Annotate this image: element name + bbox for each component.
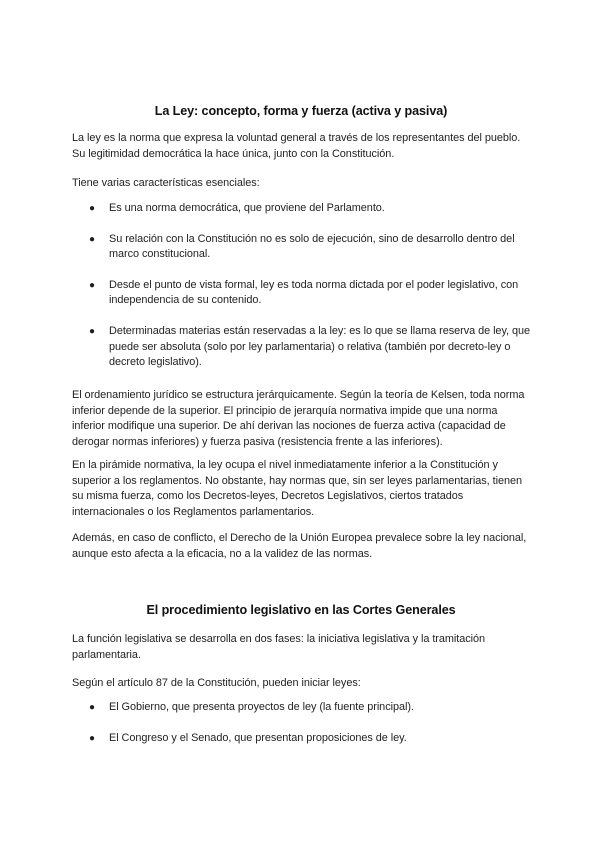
list-item — [88, 324, 530, 371]
initiators-list — [88, 700, 530, 761]
bullet-icon: ● — [89, 732, 95, 744]
characteristics-list — [88, 201, 530, 386]
bullet-icon: ● — [89, 203, 95, 214]
bullet-icon: ● — [89, 325, 95, 337]
list-item — [88, 278, 530, 309]
list-item-text: Determinadas materias están reservadas a la ley: es lo que se llama reserva de ley, que puede ser absoluta (solo por ley parlamentaria) o relativa (también por decreto-ley o decreto legislativo). — [109, 324, 531, 369]
bullet-icon: ● — [89, 233, 95, 245]
bullet-icon: ● — [89, 702, 95, 713]
list-item — [88, 700, 530, 716]
intro-paragraph: La ley es la norma que expresa la voluntad general a través de los representantes del pueblo. Su legitimidad democrática la hace única, junto con la Constitución. — [72, 132, 521, 160]
list-item — [88, 201, 530, 217]
pyramid-paragraph: En la pirámide normativa, la ley ocupa el nivel inmediatamente inferior a la Constitución y superior a los reglamentos. No obstante, hay normas que, sin ser leyes parlamentarias, tienen su misma fuerza, como los Decretos-leyes, Decretos Legislativos, ciertos tratados internacionales o los Reglamentos parlamentarios. — [72, 459, 522, 518]
legislative-function-paragraph: La función legislativa se desarrolla en dos fases: la iniciativa legislativa y la tramitación parlamentaria. — [72, 633, 486, 661]
list-item-text: Desde el punto de vista formal, ley es toda norma dictada por el poder legislativo, con independencia de su contenido. — [109, 278, 519, 307]
section-title-procedimiento: El procedimiento legislativo en las Cortes Generales — [146, 603, 456, 617]
bullet-icon: ● — [89, 279, 95, 291]
list-item — [88, 232, 530, 263]
hierarchy-paragraph: El ordenamiento jurídico se estructura jerárquicamente. Según la teoría de Kelsen, toda norma inferior depende de la superior. El principio de jerarquía normativa impide que una norma inferior modifique una superior. De ahí derivan las nociones de fuerza activa (capacidad de derogar normas inferiores) y fuerza pasiva (resistencia frente a las inferiores). — [72, 389, 525, 448]
section-title-ley: La Ley: concepto, forma y fuerza (activa y pasiva) — [154, 104, 448, 118]
eu-law-paragraph: Además, en caso de conflicto, el Derecho de la Unión Europea prevalece sobre la ley nacional, aunque esto afecta a la eficacia, no a la validez de las normas. — [72, 532, 527, 560]
list-item — [88, 731, 530, 747]
initiators-intro: Según el artículo 87 de la Constitución, pueden iniciar leyes: — [72, 677, 361, 689]
characteristics-intro: Tiene varias características esenciales: — [72, 177, 260, 189]
list-item-text: El Gobierno, que presenta proyectos de ley (la fuente principal). — [109, 701, 414, 713]
list-item-text: El Congreso y el Senado, que presentan proposiciones de ley. — [109, 731, 407, 744]
list-item-text: Es una norma democrática, que proviene del Parlamento. — [109, 202, 385, 214]
list-item-text: Su relación con la Constitución no es solo de ejecución, sino de desarrollo dentro del marco constitucional. — [109, 232, 515, 261]
